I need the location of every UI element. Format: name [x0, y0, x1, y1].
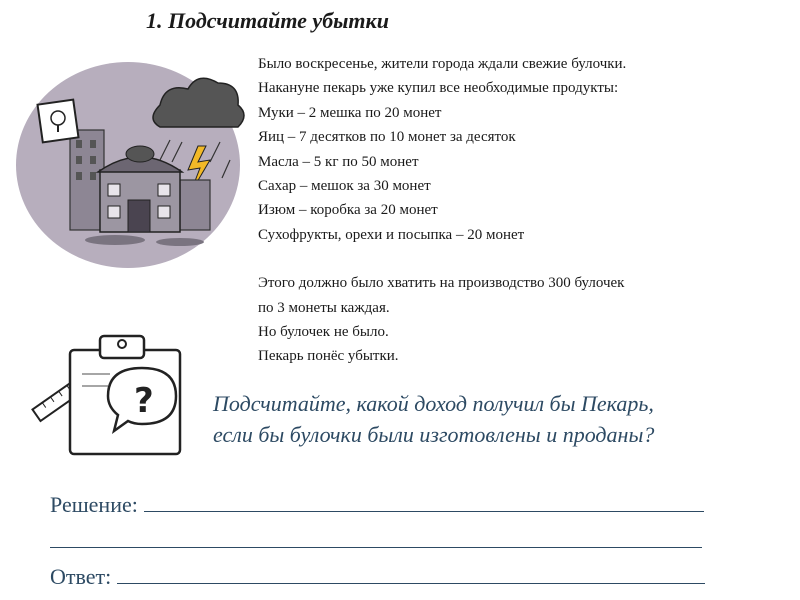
- ingredient-line: Яиц – 7 десятков по 10 монет за десяток: [258, 129, 516, 146]
- ingredient-line: Сухофрукты, орехи и посыпка – 20 монет: [258, 226, 525, 243]
- story-line: Было воскресенье, жители города ждали свежие булочки.: [258, 56, 627, 72]
- question-line: если бы булочки были изготовлены и проданы?: [213, 422, 655, 447]
- storm-city-illustration: [10, 60, 250, 275]
- solution-blank-line-2[interactable]: [50, 547, 702, 548]
- answer-section: [50, 482, 740, 590]
- answer-label: Ответ:: [50, 564, 112, 589]
- ingredient-line: Муки – 2 мешка по 20 монет: [258, 104, 442, 121]
- outcome-line: Пекарь понёс убытки.: [258, 348, 399, 365]
- ingredient-line: Сахар – мешок за 30 монет: [258, 178, 431, 195]
- svg-text:?: ?: [134, 381, 154, 421]
- page-title: 1. Подсчитайте убытки: [146, 8, 389, 33]
- outcome-line: Этого должно было хватить на производство 300 булочек: [258, 275, 625, 292]
- ingredient-line: Изюм – коробка за 20 монет: [258, 202, 438, 219]
- ingredient-line: Масла – 5 кг по 50 монет: [258, 153, 419, 170]
- solution-label: Решение:: [50, 492, 138, 517]
- answer-blank-line[interactable]: [117, 583, 705, 584]
- solution-row-2: [50, 518, 740, 554]
- solution-blank-line[interactable]: [144, 511, 704, 512]
- solution-row: [50, 482, 740, 518]
- story-text: [258, 52, 778, 369]
- task-question: [213, 388, 793, 450]
- outcome-line: Но булочек не было.: [258, 324, 389, 341]
- clipboard-question-icon: [30, 330, 210, 465]
- answer-row: [50, 554, 740, 590]
- outcome-line: по 3 монеты каждая.: [258, 299, 390, 316]
- question-line: Подсчитайте, какой доход получил бы Пекарь,: [213, 391, 654, 416]
- story-line: Накануне пекарь уже купил все необходимые продукты:: [258, 80, 619, 97]
